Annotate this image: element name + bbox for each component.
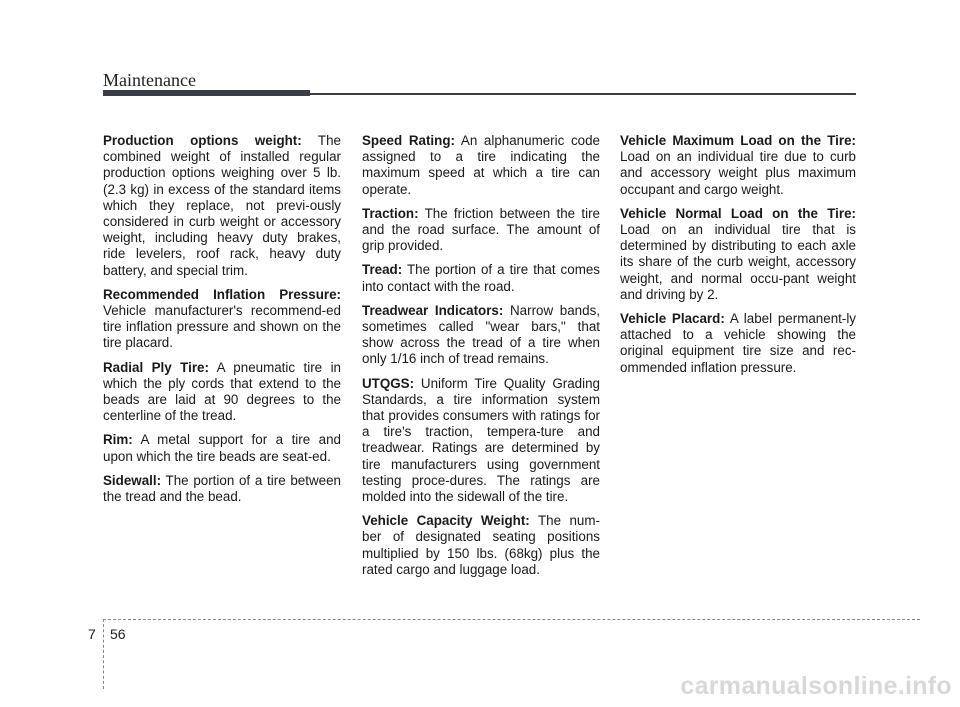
glossary-term: Treadwear Indicators: xyxy=(362,302,504,318)
glossary-entry xyxy=(103,133,341,279)
glossary-term: Vehicle Maximum Load on the Tire: xyxy=(620,133,856,148)
header-rule-thin xyxy=(310,93,856,95)
glossary-term: Production options weight: xyxy=(103,133,302,148)
glossary-term: Vehicle Capacity Weight: xyxy=(362,513,530,529)
glossary-entry xyxy=(362,513,600,578)
glossary-entry xyxy=(362,206,600,255)
glossary-entry xyxy=(362,303,600,368)
glossary-term: Rim: xyxy=(103,432,133,448)
glossary-term: Sidewall: xyxy=(103,472,162,488)
glossary-definition: The portion of a tire between the tread and the bead. xyxy=(103,472,341,505)
glossary-term: Radial Ply Tire: xyxy=(103,359,209,375)
glossary-definition: A metal support for a tire and upon which the tire beads are seat-ed. xyxy=(103,432,341,464)
glossary-entry xyxy=(362,262,600,294)
glossary-entry xyxy=(620,311,856,376)
glossary-term: UTQGS: xyxy=(362,375,415,391)
glossary-term: Recommended Inflation Pressure: xyxy=(103,286,341,302)
glossary-entry xyxy=(103,432,341,464)
glossary-definition: A label permanent-ly attached to a vehicle showing the original equipment tire size and rec-ommended inflation pressure. xyxy=(620,311,856,375)
page-number: 56 xyxy=(110,626,126,642)
glossary-term: Traction: xyxy=(362,205,419,221)
glossary-term: Vehicle Normal Load on the Tire: xyxy=(620,205,856,221)
footer-divider xyxy=(103,619,104,689)
glossary-entry xyxy=(103,473,341,505)
glossary-definition: The friction between the tire and the road surface. The amount of grip provided. xyxy=(362,205,600,254)
glossary-definition: A pneumatic tire in which the ply cords that extend to the beads are laid at 90 degrees to the centerline of the tread. xyxy=(103,359,341,424)
glossary-definition: The combined weight of installed regular production options weighing over 5 lb.(2.3 kg) in excess of the standard items which they replace, not previ-ously considered in curb weight or accessory weight, including heavy duty brakes, ride levelers, roof rack, heavy duty battery, and special trim. xyxy=(103,133,341,278)
glossary-entry xyxy=(103,287,341,352)
glossary-definition: The num-ber of designated seating positions multiplied by 150 lbs. (68kg) plus the rated cargo and luggage load. xyxy=(362,513,600,577)
glossary-entry xyxy=(362,376,600,506)
column-3 xyxy=(620,133,856,384)
glossary-entry xyxy=(362,133,600,198)
glossary-term: Vehicle Placard: xyxy=(620,311,725,327)
glossary-term: Speed Rating: xyxy=(362,133,455,148)
watermark-link[interactable]: carmanualsonline.info xyxy=(680,672,952,700)
glossary-definition: Vehicle manufacturer's recommend-ed tire inflation pressure and shown on the tire placard. xyxy=(103,303,341,351)
footer-rule xyxy=(103,619,920,620)
glossary-entry xyxy=(103,360,341,425)
glossary-definition: Narrow bands, sometimes called "wear bars," that show across the tread of a tire when only 1/16 inch of tread remains. xyxy=(362,302,600,367)
glossary-term: Tread: xyxy=(362,262,403,278)
glossary-definition: Uniform Tire Quality Grading Standards, a tire information system that provides consumers with ratings for a tire's traction, tempera-ture and treadwear. Ratings are determined by tire manufacturers using government testing proce-dures. The ratings are molded into the sidewall of the tire. xyxy=(362,375,600,505)
header-title: Maintenance xyxy=(103,70,196,90)
glossary-definition: The portion of a tire that comes into contact with the road. xyxy=(362,262,600,294)
glossary-entry xyxy=(620,133,856,198)
glossary-entry xyxy=(620,206,856,303)
glossary-definition: An alphanumeric code assigned to a tire indicating the maximum speed at which a tire can operate. xyxy=(362,133,600,197)
chapter-number: 7 xyxy=(88,626,96,642)
glossary-definition: Load on an individual tire that is determined by distributing to each axle its share of the curb weight, accessory weight, and normal occu-pant weight and driving by 2. xyxy=(620,222,856,302)
column-2 xyxy=(362,133,600,586)
header-rule-thick xyxy=(103,90,310,96)
glossary-definition: Load on an individual tire due to curb and accessory weight plus maximum occupant and cargo weight. xyxy=(620,149,856,197)
column-1 xyxy=(103,133,341,513)
